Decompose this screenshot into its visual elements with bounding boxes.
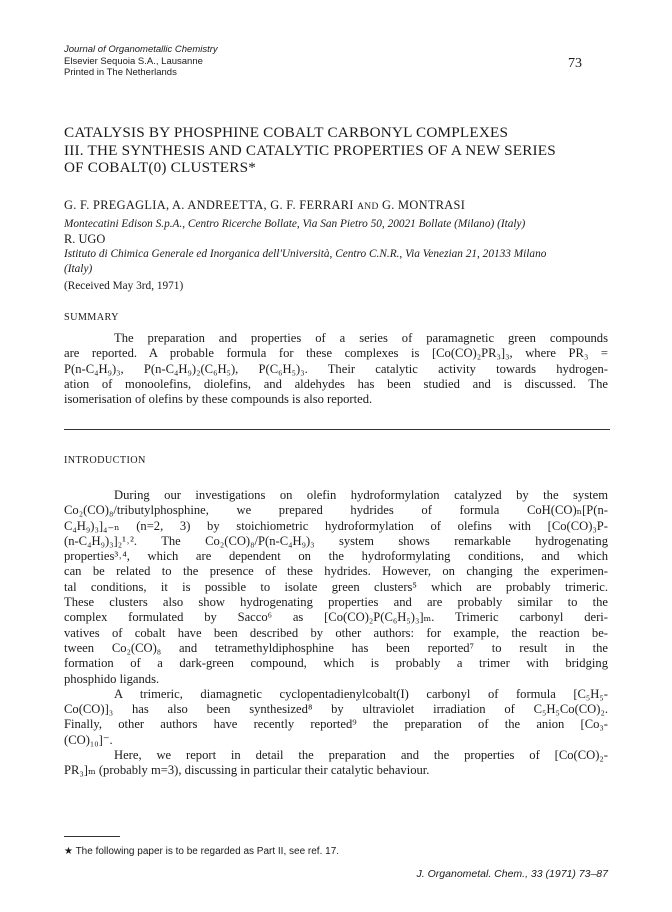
introduction-heading: INTRODUCTION	[64, 455, 146, 466]
intro-line: During our investigations on olefin hydroformylation catalyzed by the system	[114, 488, 608, 502]
summary-line: The preparation and properties of a series of paramagnetic green compounds	[114, 331, 608, 345]
summary-heading: SUMMARY	[64, 312, 119, 323]
article-title	[64, 124, 624, 177]
printed-line: Printed in The Netherlands	[64, 67, 177, 78]
author-names-a: G. F. PREGAGLIA, A. ANDREETTA, G. F. FERRARI	[64, 198, 354, 212]
intro-line: Finally, other authors have recently reported⁹ the preparation of the anion [Co₃-	[64, 717, 608, 732]
author-block	[64, 198, 624, 294]
intro-line: Co₂(CO)₈/tributylphosphine, we prepared hydrides of formula CoH(CO)ₙ[P(n-	[64, 503, 608, 518]
summary-line: isomerisation of olefins by these compounds is also reported.	[64, 392, 373, 407]
intro-line: C₄H₉)₃]₄₋ₙ (n=2, 3) by stoichiometric hydroformylation of olefins with [Co(CO)₃P-	[64, 518, 608, 533]
intro-line: Here, we report in detail the preparation and the properties of [Co(CO)₂-	[114, 748, 608, 763]
page-number: 73	[568, 56, 582, 71]
title-line-3: OF COBALT(0) CLUSTERS*	[64, 159, 257, 176]
summary-line: ation of monoolefins, diolefins, and aldehydes has been studied and is discussed. The	[64, 376, 608, 391]
intro-line: These clusters also show hydrogenating properties and are probably similar to the	[64, 595, 608, 610]
intro-line: properties³˒⁴, which are dependent on the hydroformylating conditions, and which	[64, 549, 608, 564]
summary-line: are reported. A probable formula for these complexes is [Co(CO)₂PR₃]₃, where PR₃ =	[64, 346, 608, 361]
author-names-b: G. MONTRASI	[382, 198, 466, 212]
introduction-paragraph-1	[64, 488, 608, 779]
intro-line: (CO)₁₀]⁻.	[64, 732, 113, 747]
intro-line: complex formulated by Sacco⁶ as [Co(CO)₂P(C₆H₅)₃]ₘ. Trimeric carbonyl deri-	[64, 610, 608, 625]
intro-line: tween Co₂(CO)₈ and tetramethyldiphosphine has been reported⁷ to result in the	[64, 640, 608, 655]
intro-line: formation of a dark-green compound, which is probably a trimer with bridging	[64, 656, 608, 671]
affiliation-2-line-2: (Italy)	[64, 263, 93, 275]
affiliation-1: Montecatini Edison S.p.A., Centro Ricerche Bollate, Via San Pietro 50, 20021 Bollate (Milano) (Italy)	[64, 218, 526, 230]
intro-line: vatives of cobalt have been described by other authors: for example, the reaction be-	[64, 625, 608, 640]
publisher-line: Elsevier Sequoia S.A., Lausanne	[64, 55, 203, 67]
journal-header	[64, 44, 218, 79]
author-names-and: AND	[357, 202, 379, 212]
author-names	[64, 198, 624, 215]
summary-paragraph	[64, 331, 608, 407]
citation-footer: J. Organometal. Chem., 33 (1971) 73–87	[416, 868, 608, 880]
affiliation-2-line-1: Istituto di Chimica Generale ed Inorganica dell'Università, Centro C.N.R., Via Venezian 21, 20133 Milano	[64, 248, 547, 260]
footnote: ★ The following paper is to be regarded as Part II, see ref. 17.	[64, 846, 340, 857]
title-line-1: CATALYSIS BY PHOSPHINE COBALT CARBONYL COMPLEXES	[64, 124, 509, 141]
author-name-2: R. UGO	[64, 232, 106, 246]
intro-line: Co(CO)]₃ has also been synthesized⁸ by ultraviolet irradiation of C₅H₅Co(CO)₂.	[64, 702, 608, 717]
title-line-2: III. THE SYNTHESIS AND CATALYTIC PROPERTIES OF A NEW SERIES	[64, 141, 556, 159]
summary-line: P(n-C₄H₉)₃, P(n-C₄H₉)₂(C₆H₅), P(C₆H₅)₃. Their catalytic activity towards hydrogen-	[64, 361, 608, 376]
intro-line: phosphido ligands.	[64, 671, 160, 686]
intro-line: tal conditions, it is possible to isolate green clusters⁵ which are probably trimeric.	[64, 579, 608, 594]
journal-name: Journal of Organometallic Chemistry	[64, 44, 218, 55]
intro-line: (n-C₄H₉)₃]₂¹˒². The Co₂(CO)₈/P(n-C₄H₉)₃ system shows remarkable hydrogenating	[64, 533, 608, 548]
intro-line: PR₃]ₘ (probably m=3), discussing in particular their catalytic behaviour.	[64, 763, 430, 778]
footnote-rule	[64, 836, 120, 837]
intro-line: can be related to the presence of these hydrides. However, on changing the experimen-	[64, 564, 608, 579]
section-divider	[64, 429, 610, 430]
received-date: (Received May 3rd, 1971)	[64, 280, 184, 292]
intro-line: A trimeric, diamagnetic cyclopentadienylcobalt(I) carbonyl of formula [C₅H₅-	[114, 686, 608, 701]
